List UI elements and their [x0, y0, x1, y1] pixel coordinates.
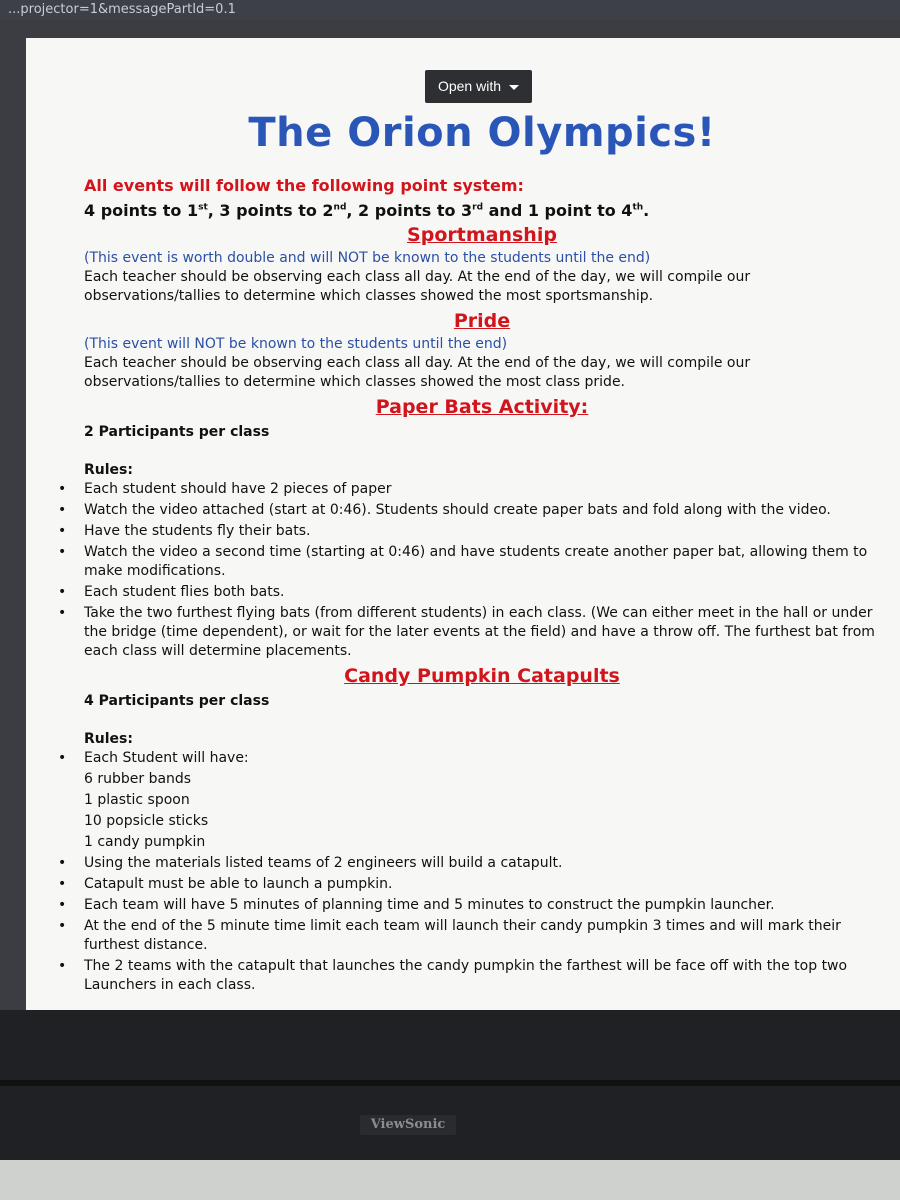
points-suffix-3: rd	[472, 202, 484, 213]
url-text: ...projector=1&messagePartId=0.1	[8, 2, 236, 17]
sportsmanship-note: (This event is worth double and will NOT be known to the students until the end)	[84, 250, 651, 266]
points-suffix-2: nd	[333, 202, 347, 213]
pride-heading: Pride	[453, 310, 511, 332]
document-title: The Orion Olympics!	[248, 110, 716, 156]
list-item: • The 2 teams with the catapult that launches the candy pumpkin the farthest will be face off with the top two Launchers in each class.	[84, 957, 880, 995]
list-item: • Each team will have 5 minutes of planning time and 5 minutes to construct the pumpkin launcher.	[84, 896, 880, 915]
document-viewer	[0, 20, 900, 1010]
points-part-3: , 2 points to 3	[346, 201, 473, 220]
material-item: 10 popsicle sticks	[84, 813, 209, 829]
bezel-divider	[0, 1080, 900, 1086]
points-end: .	[643, 201, 650, 220]
points-part-2: , 3 points to 2	[207, 201, 334, 220]
monitor-brand-logo: ViewSonic	[360, 1115, 456, 1135]
desk-surface	[0, 1160, 900, 1200]
material-item: 6 rubber bands	[84, 771, 192, 787]
list-item: • Each student should have 2 pieces of paper	[84, 480, 880, 499]
list-item: • Have the students fly their bats.	[84, 522, 880, 541]
open-with-label: Open with	[437, 78, 502, 94]
pride-note: (This event will NOT be known to the students until the end)	[84, 336, 508, 352]
catapults-participants: 4 Participants per class	[84, 693, 270, 709]
paper-bats-rules-label: Rules:	[84, 462, 133, 478]
open-with-button[interactable]	[425, 70, 532, 103]
paper-bats-heading: Paper Bats Activity:	[375, 396, 589, 418]
paper-bats-participants: 2 Participants per class	[84, 424, 270, 440]
point-system-intro: All events will follow the following point system:	[84, 176, 524, 195]
list-item: • Using the materials listed teams of 2 engineers will build a catapult.	[84, 854, 880, 873]
chevron-down-icon	[509, 85, 519, 90]
list-item: • Each student flies both bats.	[84, 583, 880, 602]
catapults-heading: Candy Pumpkin Catapults	[344, 665, 620, 687]
catapults-rules-list	[84, 749, 880, 995]
sportsmanship-heading: Sportmanship	[407, 224, 557, 246]
point-system-text	[84, 201, 880, 220]
points-suffix-1: st	[198, 202, 208, 213]
material-item: 1 plastic spoon	[84, 792, 190, 808]
paper-bats-rules-list	[84, 480, 880, 661]
document-page	[26, 38, 900, 1010]
points-suffix-4: th	[632, 202, 644, 213]
list-item: • Each Student will have:	[84, 749, 880, 768]
pride-body: Each teacher should be observing each class all day. At the end of the day, we will compile our observations/tallies to determine which classes showed the most class pride.	[84, 355, 751, 390]
points-part-4: and 1 point to 4	[483, 201, 633, 220]
monitor-bezel	[0, 1010, 900, 1200]
list-item: • Take the two furthest flying bats (from different students) in each class. (We can either meet in the hall or under the bridge (time dependent), or wait for the later events at the field) and have a throw off. The furthest bat from each class will determine placements.	[84, 604, 880, 661]
list-item: • Watch the video attached (start at 0:46). Students should create paper bats and fold along with the video.	[84, 501, 880, 520]
sportsmanship-body: Each teacher should be observing each class all day. At the end of the day, we will compile our observations/tallies to determine which classes showed the most sportsmanship.	[84, 269, 751, 304]
points-part-1: 4 points to 1	[84, 201, 199, 220]
list-item: • At the end of the 5 minute time limit each team will launch their candy pumpkin 3 times and will mark their furthest distance.	[84, 917, 880, 955]
material-item: 1 candy pumpkin	[84, 834, 206, 850]
list-item: • Catapult must be able to launch a pumpkin.	[84, 875, 880, 894]
browser-url-bar[interactable]	[0, 0, 900, 20]
list-item: • Watch the video a second time (starting at 0:46) and have students create another paper bat, allowing them to make modifications.	[84, 543, 880, 581]
catapults-rules-label: Rules:	[84, 731, 133, 747]
